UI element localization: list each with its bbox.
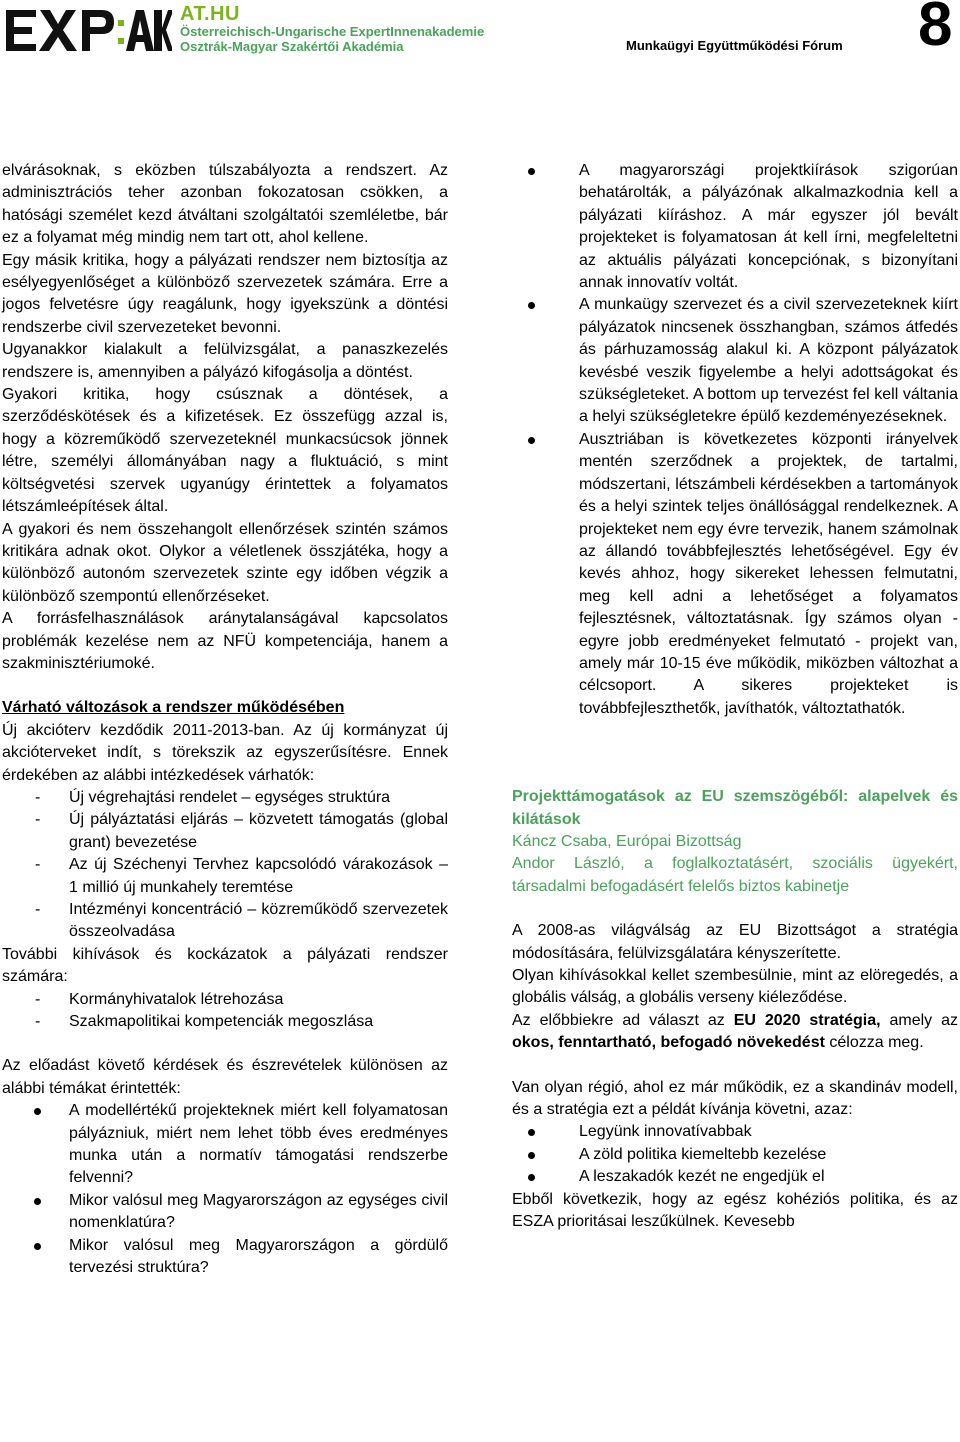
org-name-german: Österreichisch-Ungarische ExpertInnenakademie	[180, 24, 485, 39]
bullet-icon	[528, 1129, 535, 1136]
paragraph: A gyakori és nem összehangolt ellenőrzések szintén számos kritikára adnak okot. Olykor a véletlenek összjátéka, hogy a különböző autonóm szervezetek szinte egy időben végzik a különböző szempontú ellenőrzéseket.	[2, 520, 448, 605]
list-item: A leszakadók kezét ne engedjük el	[512, 1166, 958, 1188]
dash-marker: -	[35, 788, 41, 806]
paragraph: Új akcióterv kezdődik 2011-2013-ban. Az új kormányzat új akcióterveket indít, s törekszik az egyszerűsítésre. Ennek érdekében az alábbi intézkedések várhatók:	[2, 721, 448, 784]
bullet-icon	[34, 1198, 41, 1205]
list-item: - Szakmapolitikai kompetenciák megoszlása	[2, 1011, 448, 1033]
list-item: Mikor valósul meg Magyarországon a gördülő tervezési struktúra?	[2, 1235, 448, 1280]
forum-title: Munkaügyi Együttműködési Fórum	[626, 38, 843, 53]
list-item: Mikor valósul meg Magyarországon az egységes civil nomenklatúra?	[2, 1190, 448, 1235]
list-item: A modellértékű projekteknek miért kell folyamatosan pályázniuk, miért nem lehet több éves eredményes munka után a normatív támogatási rendszerbe felvenni?	[2, 1100, 448, 1190]
page-number: 8	[918, 0, 953, 59]
paragraph: Olyan kihívásokkal kellet szembesülnie, mint az elöregedés, a globális válság, a globális verseny kiéleződése.	[512, 967, 958, 1007]
bullet-icon	[528, 1152, 535, 1159]
right-column	[512, 160, 958, 1233]
list-item: Ausztriában is következetes központi irányelvek mentén szerződnek a projektek, de tartalmi, módszertani, létszámbeli kérdésekben a tartományok és a helyi szintek teljes önállósággal rendelkeznek. A projekteket nem egy évre tervezik, hanem számolnak az állandó továbbfejlesztés lehetőségével. Egy év kevés ahhoz, hogy sikereket lehessen felmutatni, meg kell adni a lehetőséget a folyamatos fejlesztésnek, változtatásnak. Így számos olyan - egyre jobb eredményeket felmutató - projekt van, amely már 10-15 éve működik, miközben változhat a célcsoport. A sikeres projekteket is továbbfejleszthetők, javíthatók, változtathatók.	[512, 429, 958, 720]
list-item: - Új pályáztatási eljárás – közvetett támogatás (global grant) bevezetése	[35, 811, 448, 851]
list-item: A magyarországi projektkiírások szigorúan behatárolták, a pályázónak alkalmazkodnia kell a pályázati kiíráshoz. A már egyszer jól bevált projekteket is folyamatosan át kell írni, megfeleltetni az aktuális pályázati koncepciónak, s bizonyítani annak innovatív voltát.	[512, 160, 958, 294]
dash-marker: -	[35, 990, 41, 1008]
paragraph: Az előadást követő kérdések és észrevételek különösen az alábbi témákat érintették:	[2, 1057, 448, 1097]
dash-marker: -	[35, 856, 41, 874]
aims-list	[512, 1121, 958, 1188]
list-item: - Intézményi koncentráció – közreműködő szervezetek összeolvadása	[35, 901, 448, 941]
paragraph: Egy másik kritika, hogy a pályázati rendszer nem biztosítja az esélyegyenlőséget a különböző szervezetek számára. Erre a jogos felvetésre úgy reagálunk, hogy igyekszünk a döntési rendszerbe civil szervezeteket bevonni.	[2, 251, 448, 336]
list-item: - Az új Széchenyi Tervhez kapcsolódó várakozások – 1 millió új munkahely teremtése	[35, 856, 448, 896]
dash-marker: -	[35, 1013, 41, 1031]
paragraph: Az előbbiekre ad választ az EU 2020 stratégia, amely az okos, fenntartható, befogadó növekedést célozza meg.	[512, 1011, 959, 1052]
challenges-list	[2, 989, 448, 1034]
list-item: Legyünk innovatívabbak	[512, 1121, 958, 1143]
paragraph: elvárásoknak, s eközben túlszabályozta a rendszert. Az adminisztrációs teher azonban fokozatosan csökken, a hatósági személet kezd átváltani szolgáltatói szemléletbe, bár ez a folyamat még mindig nem tart ott, ahol kellene.	[2, 162, 448, 247]
paragraph: A forrásfelhasználások aránytalanságával kapcsolatos problémák kezelése nem az NFÜ kompetenciája, hanem a szakminisztériumoké.	[2, 610, 448, 672]
section-heading: Projekttámogatások az EU szemszögéből: alapelvek és kilátások	[512, 788, 958, 828]
paragraph: Gyakori kritika, hogy csúsznak a döntések, a szerződéskötések és a kifizetések. Ez összefügg azzal is, hogy a közreműködő szervezeteknél munkacsúcsok jönnek létre, személyi állományában nagy a fluktuáció, s mint költségvetési szervek ugyanúgy érintettek a folyamatos létszámleépítések által.	[2, 386, 448, 516]
bullet-icon	[34, 1108, 41, 1115]
measures-list	[2, 787, 448, 944]
paragraph: Van olyan régió, ahol ez már működik, ez a skandináv modell, és a stratégia ezt a példát kívánja követni, azaz:	[512, 1078, 958, 1119]
bullet-icon	[528, 302, 535, 309]
expak-logo	[2, 2, 172, 58]
list-item: - Új végrehajtási rendelet – egységes struktúra	[2, 787, 448, 809]
bullet-icon	[528, 437, 535, 444]
bullet-icon	[528, 1174, 535, 1181]
paragraph: Ebből következik, hogy az egész kohéziós politika, és az ESZA prioritásai leszűkülnek. Kevesebb	[512, 1190, 958, 1231]
bullet-icon	[34, 1243, 41, 1250]
paragraph: Ugyanakkor kialakult a felülvizsgálat, a panaszkezelés rendszere is, amennyiben a pályázó kifogásolja a döntést.	[2, 341, 448, 381]
athu-logo: AT.HU	[180, 3, 240, 25]
list-item: - Kormányhivatalok létrehozása	[2, 989, 448, 1011]
list-item: A munkaügy szervezet és a civil szervezeteknek kiírt pályázatok nincsenek összhangban, számos átfedés ás párhuzamosság alakul ki. A központ pályázatok kevésbé veszik figyelembe a helyi adottságokat és szükségleteket. A bottom up tervezést fel kell váltania a helyi szükségletekre épülő kezdeményezéseknek.	[512, 294, 958, 428]
questions-list	[2, 1100, 448, 1279]
page-header	[0, 0, 960, 80]
section-title: Várható változások a rendszer működésében	[2, 699, 345, 717]
list-item: A zöld politika kiemeltebb kezelése	[512, 1144, 958, 1166]
observations-list	[512, 160, 958, 720]
speaker: Andor László, a foglalkoztatásért, szociális ügyekért, társadalmi befogadásért felelős biztos kabinetje	[512, 855, 958, 895]
paragraph: A 2008-as világválság az EU Bizottságot a stratégia módosítására, felülvizsgálatára kényszerítette.	[512, 922, 958, 962]
dash-marker: -	[35, 811, 41, 829]
dash-marker: -	[35, 901, 41, 918]
left-column	[2, 160, 448, 1280]
org-name-hungarian: Osztrák-Magyar Szakértői Akadémia	[180, 39, 404, 54]
bullet-icon	[528, 168, 535, 175]
speaker: Káncz Csaba, Európai Bizottság	[512, 832, 742, 850]
paragraph: További kihívások és kockázatok a pályázati rendszer számára:	[2, 945, 448, 986]
